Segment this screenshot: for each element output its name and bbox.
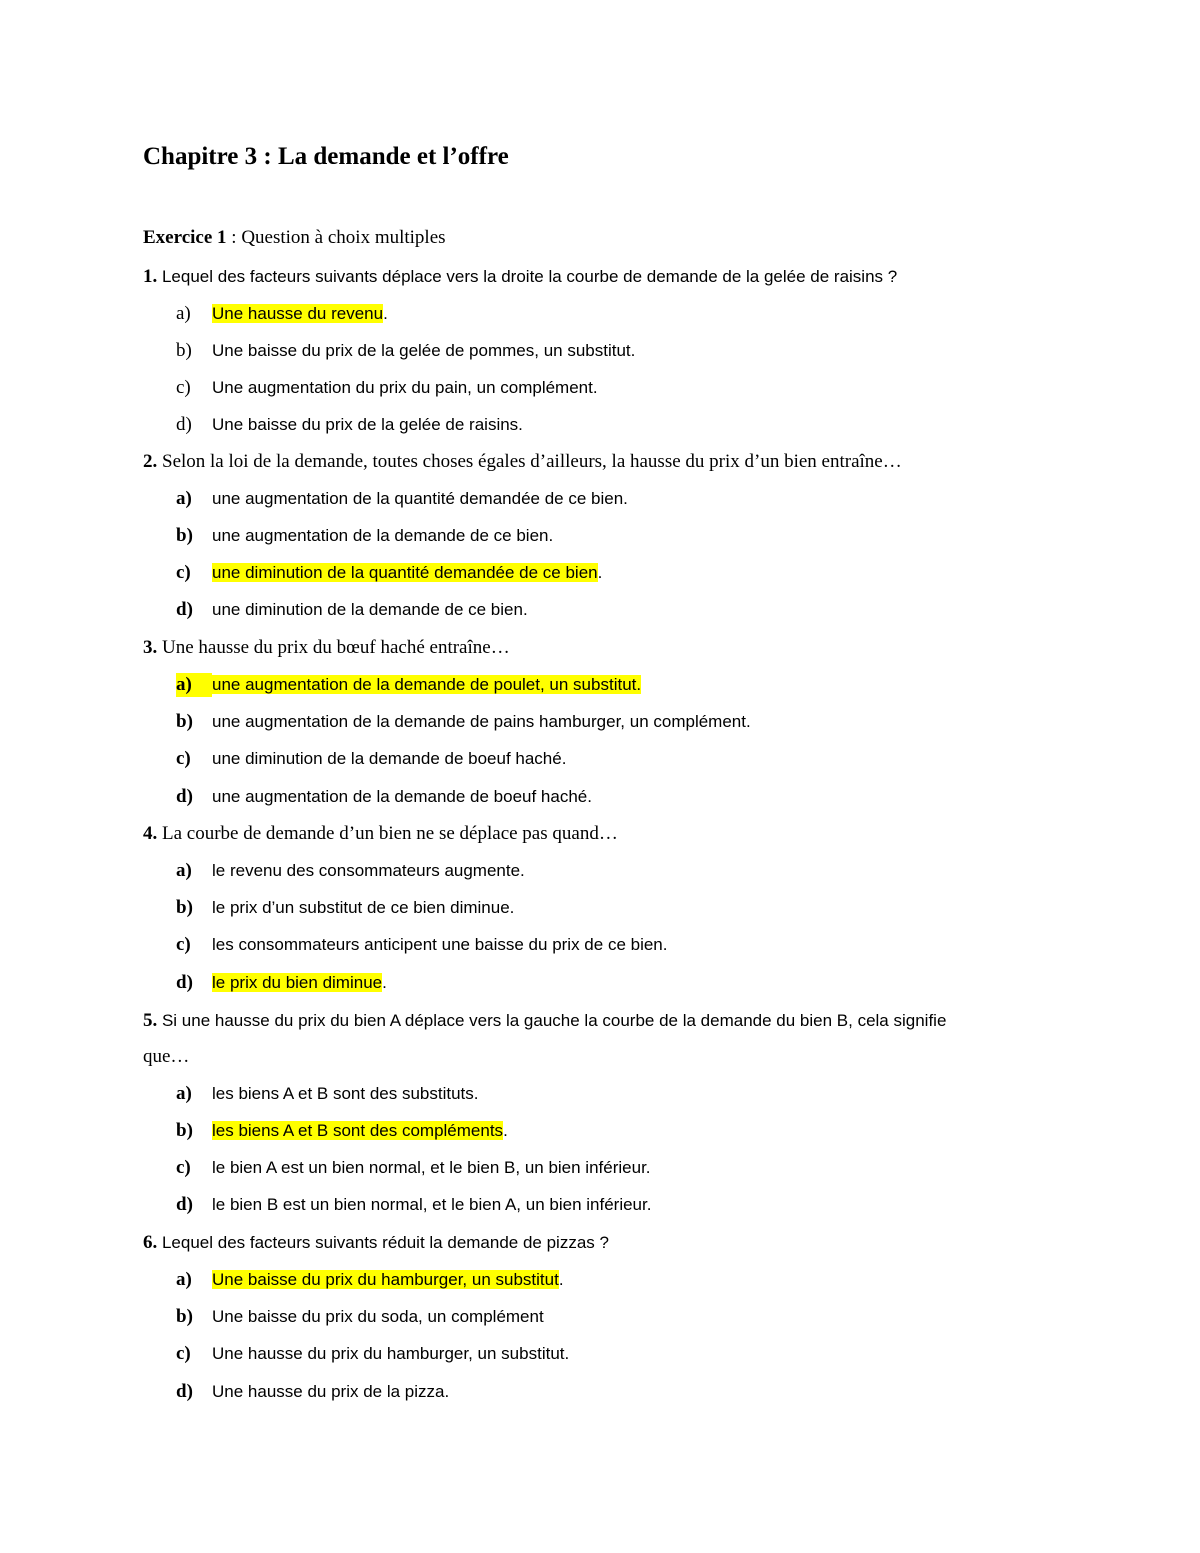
option-3-c xyxy=(176,747,566,771)
question-3 xyxy=(143,636,510,660)
question-1 xyxy=(143,265,897,289)
question-5 xyxy=(143,1009,946,1033)
question-2 xyxy=(143,450,902,474)
question-number: 3. xyxy=(143,637,158,658)
option-text: une augmentation de la demande de pains hamburger, un complément. xyxy=(212,712,751,731)
option-text: Une baisse du prix du soda, un complément xyxy=(212,1307,544,1326)
option-label: a) xyxy=(176,488,192,509)
option-label: a) xyxy=(176,673,212,697)
question-text-continued: que… xyxy=(143,1046,190,1067)
option-text: une diminution de la demande de ce bien. xyxy=(212,600,528,619)
option-4-a xyxy=(176,859,525,883)
option-label: b) xyxy=(176,340,192,361)
question-number: 5. xyxy=(143,1010,158,1031)
highlighted-answer: les biens A et B sont des compléments xyxy=(212,1121,504,1140)
question-number: 4. xyxy=(143,823,158,844)
option-text: Une hausse du prix du hamburger, un substitut. xyxy=(212,1344,570,1363)
option-label: a) xyxy=(176,860,192,881)
exercise-label: Exercice 1 xyxy=(143,227,227,248)
option-1-c xyxy=(176,376,598,400)
page-title: Chapitre 3 : La demande et l’offre xyxy=(143,143,509,170)
option-label: b) xyxy=(176,711,193,732)
option-label: d) xyxy=(176,972,193,993)
option-tail: . xyxy=(382,973,387,992)
option-text: Une augmentation du prix du pain, un complément. xyxy=(212,378,598,397)
option-5-b xyxy=(176,1119,508,1143)
highlighted-answer: Une baisse du prix du hamburger, un substitut xyxy=(212,1270,559,1289)
question-text: Lequel des facteurs suivants déplace vers la droite la courbe de demande de la gelée de raisins ? xyxy=(157,267,898,286)
option-5-c xyxy=(176,1156,651,1180)
option-tail: . xyxy=(383,304,388,323)
option-2-d xyxy=(176,598,528,622)
option-text: une diminution de la demande de boeuf haché. xyxy=(212,749,567,768)
option-4-d xyxy=(176,971,387,995)
option-label: b) xyxy=(176,897,193,918)
option-3-b xyxy=(176,710,751,734)
option-label: c) xyxy=(176,377,191,398)
question-text: Selon la loi de la demande, toutes choses égales d’ailleurs, la hausse du prix d’un bien entraîne… xyxy=(157,451,902,472)
option-4-c xyxy=(176,933,667,957)
option-text: Une hausse du prix de la pizza. xyxy=(212,1382,450,1401)
option-label: d) xyxy=(176,786,193,807)
option-label: d) xyxy=(176,414,192,435)
option-label: b) xyxy=(176,525,193,546)
option-3-d xyxy=(176,785,592,809)
option-label: c) xyxy=(176,562,191,583)
question-text: Lequel des facteurs suivants réduit la demande de pizzas ? xyxy=(157,1233,609,1252)
option-label: d) xyxy=(176,1194,193,1215)
option-text: une augmentation de la demande de ce bien. xyxy=(212,526,554,545)
exercise-text: Question à choix multiples xyxy=(241,227,446,248)
option-2-a xyxy=(176,487,628,511)
highlighted-answer: une augmentation de la demande de poulet, un substitut. xyxy=(212,675,642,694)
option-2-b xyxy=(176,524,553,548)
option-5-d xyxy=(176,1193,651,1217)
option-6-a xyxy=(176,1268,564,1292)
option-text: les biens A et B sont des substituts. xyxy=(212,1084,479,1103)
option-label: c) xyxy=(176,1157,191,1178)
option-text: Une baisse du prix de la gelée de pommes, un substitut. xyxy=(212,341,636,360)
question-text: Si une hausse du prix du bien A déplace vers la gauche la courbe de la demande du bien B, cela signifie xyxy=(157,1011,947,1030)
option-label: c) xyxy=(176,1343,191,1364)
option-3-a xyxy=(176,673,641,697)
option-5-a xyxy=(176,1082,479,1106)
option-6-d xyxy=(176,1380,449,1404)
option-label: a) xyxy=(176,1083,192,1104)
question-number: 6. xyxy=(143,1232,158,1253)
highlighted-answer: le prix du bien diminue xyxy=(212,973,383,992)
highlighted-answer: Une hausse du revenu xyxy=(212,304,384,323)
option-text: le bien B est un bien normal, et le bien A, un bien inférieur. xyxy=(212,1195,652,1214)
question-text: Une hausse du prix du bœuf haché entraîne… xyxy=(157,637,510,658)
option-1-d xyxy=(176,413,523,437)
option-2-c xyxy=(176,561,602,585)
option-tail: . xyxy=(558,1270,564,1289)
option-label: d) xyxy=(176,599,193,620)
option-label: a) xyxy=(176,303,191,324)
option-text: Une baisse du prix de la gelée de raisins. xyxy=(212,415,523,434)
option-text: le bien A est un bien normal, et le bien B, un bien inférieur. xyxy=(212,1158,651,1177)
option-text: une augmentation de la demande de boeuf haché. xyxy=(212,787,592,806)
question-6 xyxy=(143,1231,609,1255)
question-number: 1. xyxy=(143,266,158,287)
option-label: b) xyxy=(176,1120,193,1141)
option-6-b xyxy=(176,1305,544,1329)
option-text: les consommateurs anticipent une baisse du prix de ce bien. xyxy=(212,935,668,954)
option-label: d) xyxy=(176,1381,193,1402)
question-4 xyxy=(143,822,618,846)
option-text: le revenu des consommateurs augmente. xyxy=(212,861,525,880)
option-text: une augmentation de la quantité demandée de ce bien. xyxy=(212,489,628,508)
option-text: le prix d’un substitut de ce bien diminue. xyxy=(212,898,515,917)
option-label: c) xyxy=(176,748,191,769)
option-label: b) xyxy=(176,1306,193,1327)
option-tail: . xyxy=(503,1121,508,1140)
option-1-b xyxy=(176,339,635,363)
option-label: c) xyxy=(176,934,191,955)
option-label: a) xyxy=(176,1269,192,1290)
option-6-c xyxy=(176,1342,569,1366)
highlighted-answer: une diminution de la quantité demandée de ce bien xyxy=(212,563,598,582)
exercise-heading xyxy=(143,227,446,249)
option-1-a xyxy=(176,302,388,326)
option-tail: . xyxy=(597,563,603,582)
option-4-b xyxy=(176,896,514,920)
question-number: 2. xyxy=(143,451,158,472)
exercise-separator: : xyxy=(226,227,242,248)
question-text: La courbe de demande d’un bien ne se déplace pas quand… xyxy=(157,823,618,844)
